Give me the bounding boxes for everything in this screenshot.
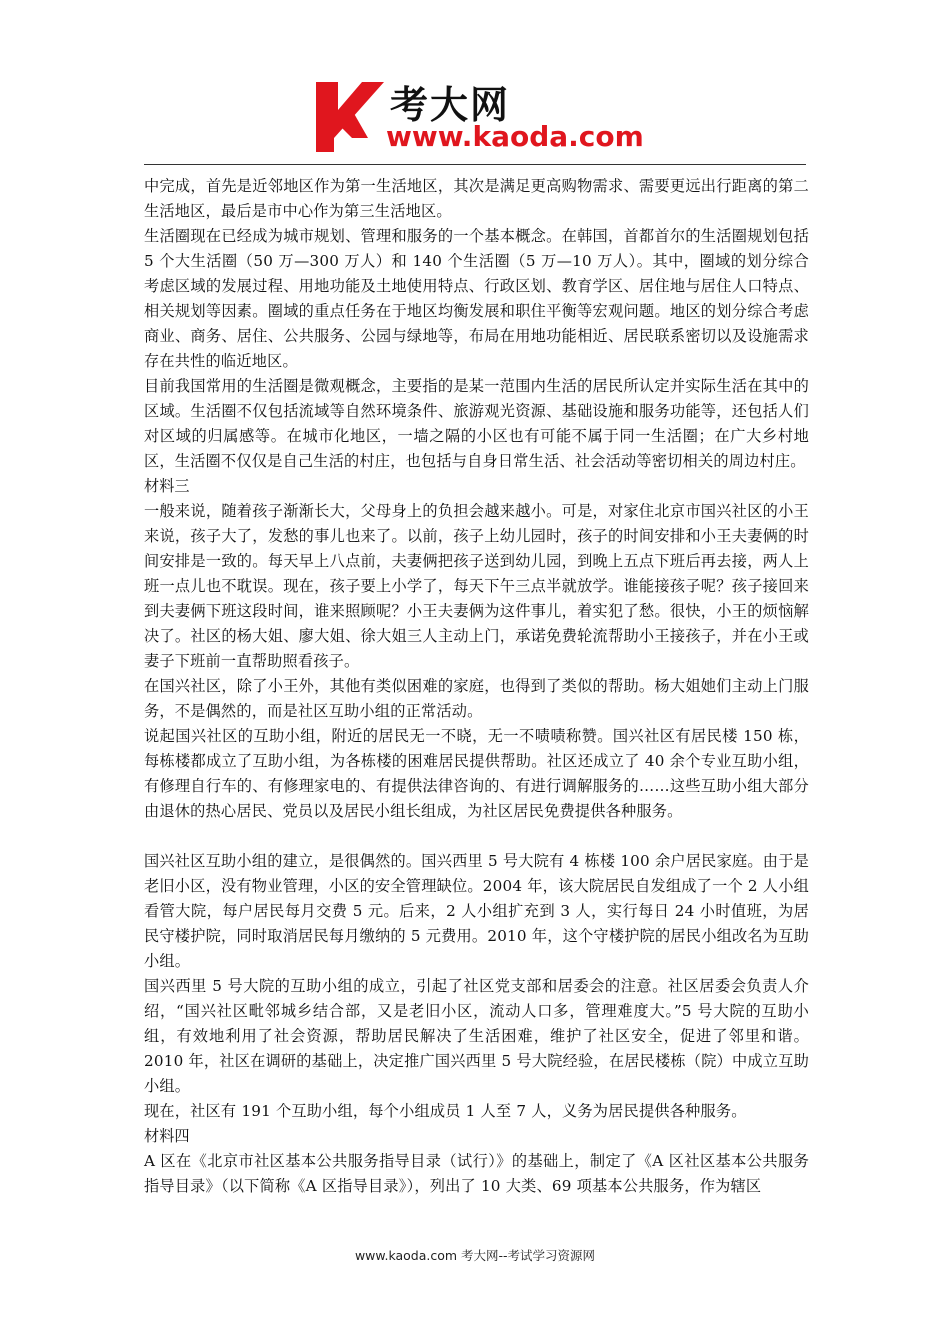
paragraph-3: 目前我国常用的生活圈是微观概念，主要指的是某一范围内生活的居民所认定并实际生活在其中的区域。生活圈不仅包括流域等自然环境条件、旅游观光资源、基础设施和服务功能等，还包括人们对区域的归属感等。在城市化地区，一墙之隔的小区也有可能不属于同一生活圈；在广大乡村地区，生活圈不仅仅是自己生活的村庄，也包括与自身日常生活、社会活动等密切相关的周边村庄。 bbox=[144, 377, 809, 470]
paragraph-4: 一般来说，随着孩子渐渐长大，父母身上的负担会越来越小。可是，对家住北京市国兴社区的小王来说，孩子大了，发愁的事儿也来了。以前，孩子上幼儿园时，孩子的时间安排和小王夫妻俩的时间安排是一致的。每天早上八点前，夫妻俩把孩子送到幼儿园，到晚上五点下班后再去接，两人上班一点儿也不耽误。现在，孩子要上小学了，每天下午三点半就放学。谁能接孩子呢？孩子接回来到夫妻俩下班这段时间，谁来照顾呢？小王夫妻俩为这件事儿，着实犯了愁。很快，小王的烦恼解决了。社区的杨大姐、廖大姐、徐大姐三人主动上门，承诺免费轮流帮助小王接孩子，并在小王或妻子下班前一直帮助照看孩子。 bbox=[144, 502, 809, 670]
logo-chinese-name: 考大网 bbox=[390, 83, 511, 127]
paragraph-1: 中完成，首先是近邻地区作为第一生活地区，其次是满足更高购物需求、需要更远出行距离的第二生活地区，最后是市中心作为第三生活地区。 bbox=[144, 177, 809, 220]
paragraph-8: 国兴西里 5 号大院的互助小组的成立，引起了社区党支部和居委会的注意。社区居委会负责人介绍，“国兴社区毗邻城乡结合部，又是老旧小区，流动人口多，管理难度大。”5 号大院的互助小组，有效地利用了社会资源，帮助居民解决了生活困难，维护了社区安全，促进了邻里和谐。2010 年，社区在调研的基础上，决定推广国兴西里 5 号大院经验，在居民楼栋（院）中成立互助小组。 bbox=[144, 977, 809, 1095]
k-logo-icon bbox=[312, 80, 386, 158]
section-heading-material-4: 材料四 bbox=[144, 1127, 190, 1145]
paragraph-10: A 区在《北京市社区基本公共服务指导目录（试行）》的基础上，制定了《A 区社区基本公共服务指导目录》（以下简称《A 区指导目录》），列出了 10 大类、69 项基本公共服务，作为辖区 bbox=[144, 1152, 809, 1195]
document-body bbox=[144, 174, 809, 1199]
logo-url: www.kaoda.com bbox=[386, 120, 644, 153]
page-footer: www.kaoda.com 考大网--考试学习资源网 bbox=[354, 1248, 596, 1263]
paragraph-5: 在国兴社区，除了小王外，其他有类似困难的家庭，也得到了类似的帮助。杨大姐她们主动上门服务，不是偶然的，而是社区互助小组的正常活动。 bbox=[144, 677, 809, 720]
site-logo bbox=[312, 80, 642, 160]
paragraph-9: 现在，社区有 191 个互助小组，每个小组成员 1 人至 7 人，义务为居民提供各种服务。 bbox=[144, 1102, 747, 1120]
section-heading-material-3: 材料三 bbox=[144, 477, 190, 495]
paragraph-6: 说起国兴社区的互助小组，附近的居民无一不晓，无一不啧啧称赞。国兴社区有居民楼 150 栋，每栋楼都成立了互助小组，为各栋楼的困难居民提供帮助。社区还成立了 40 余个专业互助小组，有修理自行车的、有修理家电的、有提供法律咨询的、有进行调解服务的……这些互助小组大部分由退休的热心居民、党员以及居民小组长组成，为社区居民免费提供各种服务。 bbox=[144, 727, 809, 820]
blank-line bbox=[144, 824, 809, 849]
paragraph-2: 生活圈现在已经成为城市规划、管理和服务的一个基本概念。在韩国，首都首尔的生活圈规划包括 5 个大生活圈（50 万—300 万人）和 140 个生活圈（5 万—10 万人）。其中，圈域的划分综合考虑区域的发展过程、用地功能及土地使用特点、行政区划、教育学区、居住地与居住人口特点、相关规划等因素。圈域的重点任务在于地区均衡发展和职住平衡等宏观问题。地区的划分综合考虑商业、商务、居住、公共服务、公园与绿地等，布局在用地功能相近、居民联系密切以及设施需求存在共性的临近地区。 bbox=[144, 227, 809, 370]
paragraph-7: 国兴社区互助小组的建立，是很偶然的。国兴西里 5 号大院有 4 栋楼 100 余户居民家庭。由于是老旧小区，没有物业管理，小区的安全管理缺位。2004 年，该大院居民自发组成了一个 2 人小组看管大院，每户居民每月交费 5 元。后来，2 人小组扩充到 3 人，实行每日 24 小时值班，为居民守楼护院，同时取消居民每月缴纳的 5 元费用。2010 年，这个守楼护院的居民小组改名为互助小组。 bbox=[144, 852, 809, 970]
header-divider bbox=[144, 164, 806, 165]
